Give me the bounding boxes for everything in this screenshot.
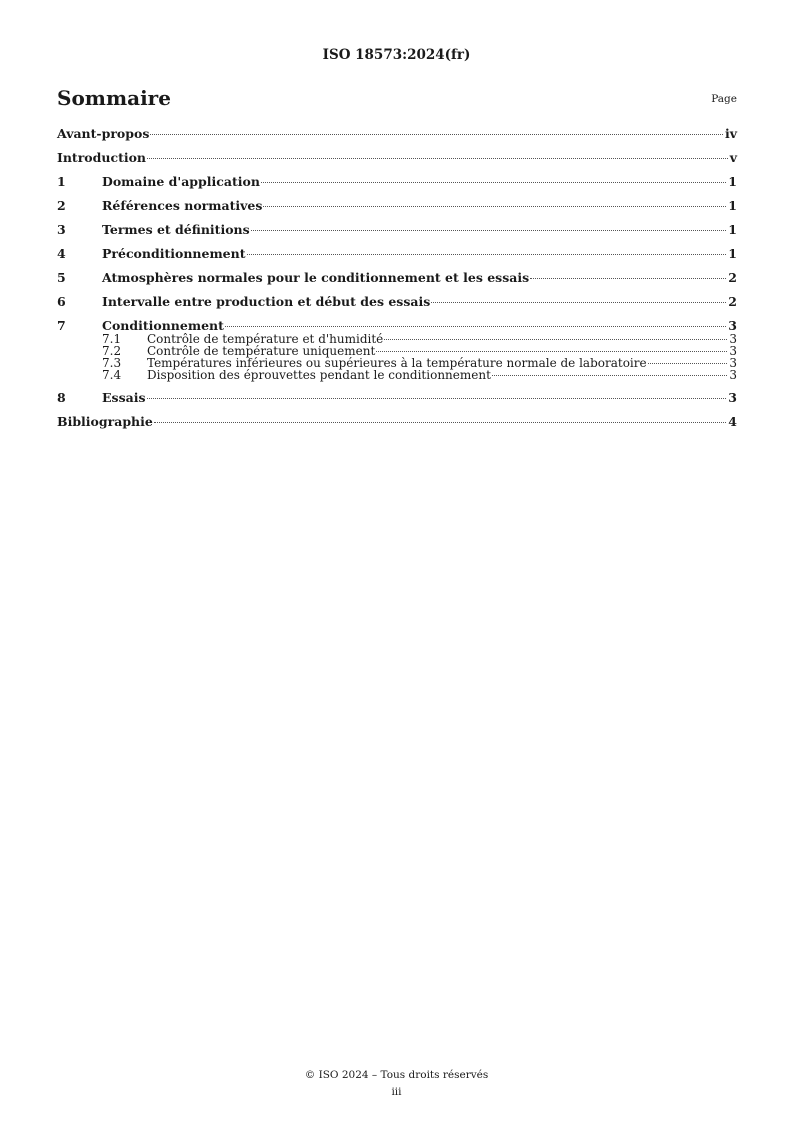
toc-spacer <box>57 285 737 294</box>
dot-leader <box>247 254 727 255</box>
document-id-header: ISO 18573:2024(fr) <box>322 47 471 63</box>
toc-spacer <box>57 213 737 222</box>
toc-entry-label: Essais <box>102 390 146 405</box>
dot-leader <box>492 375 727 376</box>
copyright-notice: © ISO 2024 – Tous droits réservés <box>304 1069 489 1081</box>
toc-entry-page: 3 <box>729 344 737 358</box>
toc-entry[interactable] <box>57 390 737 405</box>
toc-entry-label: Intervalle entre production et début des essais <box>102 294 431 309</box>
dot-leader <box>431 302 726 303</box>
toc-entry-number: 8 <box>57 390 66 405</box>
dot-leader <box>648 363 728 364</box>
dot-leader <box>530 278 726 279</box>
toc-entry-page: 2 <box>728 294 737 309</box>
toc-entry-label: Termes et définitions <box>102 222 250 237</box>
toc-entry-label: Conditionnement <box>102 318 224 333</box>
page-column-label: Page <box>711 93 737 105</box>
toc-entry-page: 3 <box>729 356 737 370</box>
toc-entry[interactable] <box>57 198 737 213</box>
toc-spacer <box>57 237 737 246</box>
toc-entry-label: Températures inférieures ou supérieures à la température normale de laboratoire <box>147 356 647 370</box>
toc-entry-number <box>57 369 147 381</box>
toc-entry-page: 3 <box>729 332 737 346</box>
toc-entry-page: 1 <box>728 174 737 189</box>
toc-spacer <box>57 309 737 318</box>
toc-title: Sommaire <box>57 86 171 110</box>
toc-entry-number: 6 <box>57 294 66 309</box>
toc-entry[interactable] <box>57 126 737 141</box>
toc-spacer <box>57 405 737 414</box>
dot-leader <box>150 134 723 135</box>
toc-entry-number: 7 <box>57 318 66 333</box>
toc-entry-number-text: 7.4 <box>102 368 122 382</box>
table-of-contents <box>57 126 737 429</box>
page-number: iii <box>391 1086 402 1098</box>
dot-leader <box>263 206 726 207</box>
toc-entry-label: Contrôle de température uniquement <box>147 344 376 358</box>
toc-spacer <box>57 261 737 270</box>
toc-entry-label: Domaine d'application <box>102 174 260 189</box>
toc-entry-label: Introduction <box>57 150 147 165</box>
toc-entry-label: Bibliographie <box>57 414 153 429</box>
toc-entry-number: 3 <box>57 222 66 237</box>
toc-entry-page: 2 <box>728 270 737 285</box>
toc-entry-page: 3 <box>728 318 737 333</box>
dot-leader <box>225 326 726 327</box>
dot-leader <box>147 398 727 399</box>
toc-entry[interactable] <box>57 414 737 429</box>
toc-spacer <box>57 165 737 174</box>
toc-entry-page: 4 <box>728 414 737 429</box>
toc-entry-label: Préconditionnement <box>102 246 246 261</box>
toc-title-row <box>57 86 737 112</box>
dot-leader <box>147 158 728 159</box>
page-footer <box>0 1067 793 1101</box>
toc-entry-number-text: 7.2 <box>102 344 122 358</box>
toc-subentry[interactable] <box>57 369 737 381</box>
toc-entry-page: 1 <box>728 222 737 237</box>
toc-entry-number-text: 7.3 <box>102 356 122 370</box>
toc-entry-number: 5 <box>57 270 66 285</box>
dot-leader <box>261 182 726 183</box>
dot-leader <box>376 351 727 352</box>
toc-entry[interactable] <box>57 222 737 237</box>
toc-entry-page: v <box>729 150 737 165</box>
toc-entry-page: iv <box>724 126 737 141</box>
toc-entry[interactable] <box>57 246 737 261</box>
toc-entry[interactable] <box>57 270 737 285</box>
toc-entry-label: Atmosphères normales pour le conditionnement et les essais <box>102 270 530 285</box>
toc-spacer <box>57 189 737 198</box>
toc-entry-label: Avant-propos <box>57 126 150 141</box>
toc-entry[interactable] <box>57 294 737 309</box>
toc-entry-number: 2 <box>57 198 66 213</box>
toc-entry-label: Disposition des éprouvettes pendant le conditionnement <box>147 368 491 382</box>
dot-leader <box>384 339 727 340</box>
toc-entry-page: 1 <box>728 198 737 213</box>
toc-entry-page: 3 <box>728 390 737 405</box>
toc-entry[interactable] <box>57 318 737 333</box>
toc-entry-label: Contrôle de température et d'humidité <box>147 332 384 346</box>
toc-entry-page: 3 <box>729 368 737 382</box>
toc-entry-number-text: 7.1 <box>102 332 122 346</box>
toc-entry-page: 1 <box>728 246 737 261</box>
dot-leader <box>251 230 727 231</box>
toc-entry-number: 1 <box>57 174 66 189</box>
toc-spacer <box>57 141 737 150</box>
toc-entry[interactable] <box>57 150 737 165</box>
toc-entry[interactable] <box>57 174 737 189</box>
toc-spacer <box>57 381 737 390</box>
toc-entry-number: 4 <box>57 246 66 261</box>
toc-entry-label: Références normatives <box>102 198 263 213</box>
dot-leader <box>154 422 726 423</box>
